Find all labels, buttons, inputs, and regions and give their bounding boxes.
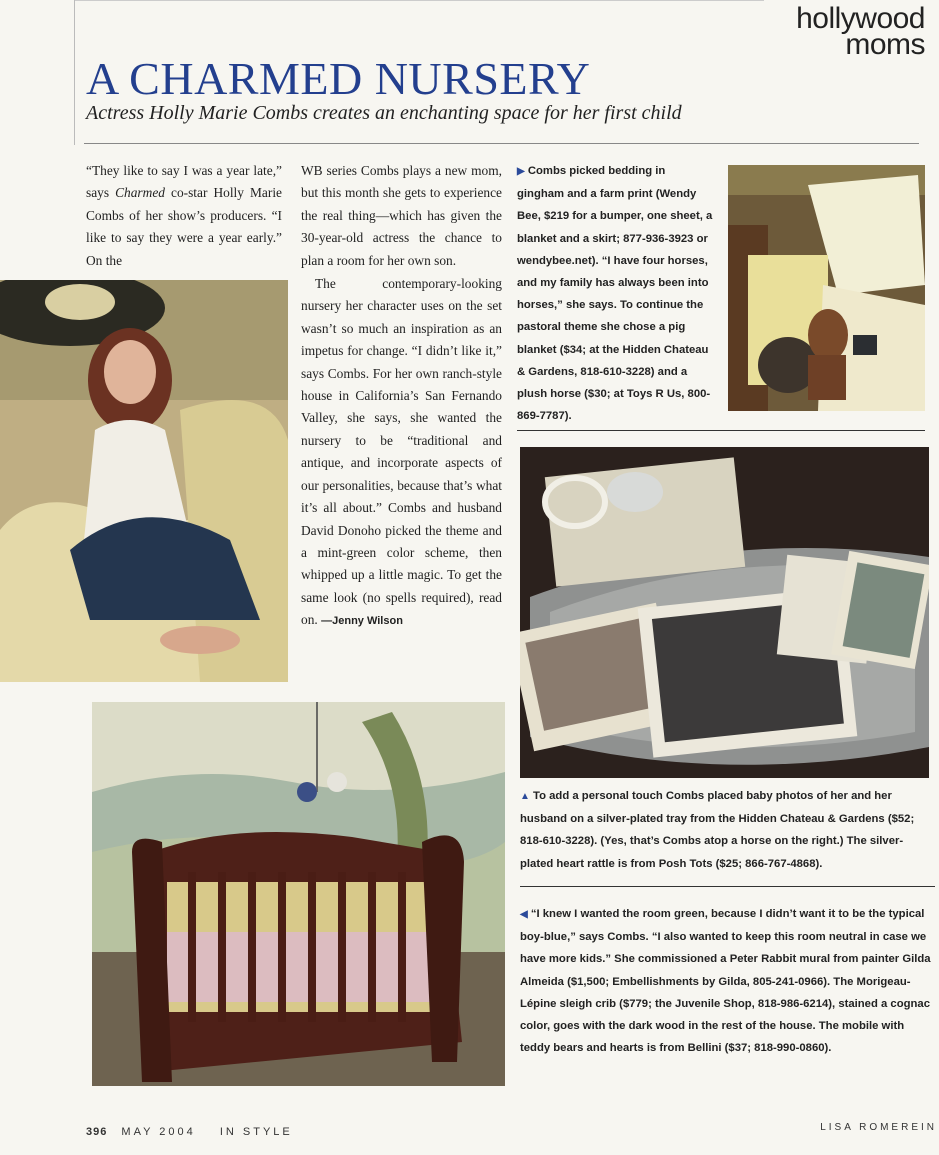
bedding-caption-text: Combs picked bedding in gingham and a farm print (Wendy Bee, $219 for a bumper, one sheet, a blanket and a skirt; 877-936-3923 or wendybee.net). “I have four horses, and my family has always been into horses,” she says. To continue the pastoral theme she chose a pig blanket ($34; at the Hidden Chateau & Gardens, 818-610-3228) and a plush horse ($30; at Toys R Us, 800-869-7787). (517, 165, 713, 423)
caption-divider-1 (517, 430, 925, 431)
photo-credit: LISA ROMEREIN (820, 1122, 937, 1133)
photos-tray-photo (520, 447, 929, 778)
section-tag-line1: hollywood (796, 2, 925, 35)
column-2-paragraph-2: The contemporary-looking nursery her character uses on the set wasn’t so much an inspiration as an impetus for change. “I didn’t like it,” says Combs. For her own ranch-style house in California’s San Fernando Valley, she says, she wanted the nursery to be “traditional and antique, and incorporate aspects of our personalities, because that’s what it’s all about.” Combs and husband David Donoho picked the theme and a mint-green color scheme, then whipped up a little magic. To get the same look (no spells required), read on. (301, 276, 502, 628)
column-1-text (86, 160, 282, 272)
show-name: Charmed (115, 185, 165, 201)
section-tag (796, 2, 925, 61)
caption-divider-2 (520, 886, 935, 887)
folio-left (86, 1126, 293, 1138)
magazine-name: IN STYLE (219, 1126, 293, 1138)
nursery-crib-photo (92, 702, 505, 1086)
column-2-paragraph-1: WB series Combs plays a new mom, but this month she gets to experience the real thing—which has given the 30-year-old actress the chance to plan a room for her own son. (301, 163, 502, 268)
caption-arrow-left-icon: ◀ (520, 909, 528, 920)
column-1-rest: co-star Holly Marie Combs of her show’s producers. “I like to say they were a year early.” On the (86, 185, 282, 268)
frame-top-rule (74, 0, 764, 1)
bedding-photo (728, 165, 925, 411)
portrait-photo (0, 280, 288, 682)
header-rule (84, 143, 919, 144)
photos-caption (520, 785, 935, 875)
caption-arrow-up-icon: ▲ (520, 791, 530, 802)
frame-left-rule (74, 0, 75, 145)
caption-arrow-right-icon: ▶ (517, 166, 525, 177)
issue-date: MAY 2004 (121, 1126, 196, 1138)
column-2-text (301, 160, 502, 633)
column-1-prefix: “They like to say I was a year late,” says (86, 163, 282, 201)
section-tag-line2: moms (845, 28, 925, 61)
page-subtitle: Actress Holly Marie Combs creates an enchanting space for her first child (86, 102, 682, 124)
author-signature: —Jenny Wilson (321, 615, 403, 628)
nursery-caption-text: “I knew I wanted the room green, because I didn’t want it to be the typical boy-blue,” says Combs. “I also wanted to keep this room neutral in case we have more kids.” She commissioned a Peter Rabbit mural from painter Gilda Almeida ($1,500; Embellishments by Gilda, 805-241-0966). The Morigeau-Lépine sleigh crib ($779; the Juvenile Shop, 818-986-6214), stained a cognac color, goes with the dark wood in the rest of the house. The mobile with teddy bears and hearts is from Bellini ($37; 818-990-0860). (520, 908, 931, 1055)
bedding-caption (517, 160, 713, 427)
page-number: 396 (86, 1126, 108, 1138)
nursery-caption (520, 903, 935, 1059)
page-title: A CHARMED NURSERY (86, 53, 591, 104)
photos-caption-text: To add a personal touch Combs placed baby photos of her and her husband on a silver-plated tray from the Hidden Chateau & Gardens ($52; 818-610-3228). (Yes, that’s Combs atop a horse on the right.) The silver-plated heart rattle is from Posh Tots ($25; 866-767-4868). (520, 790, 915, 870)
